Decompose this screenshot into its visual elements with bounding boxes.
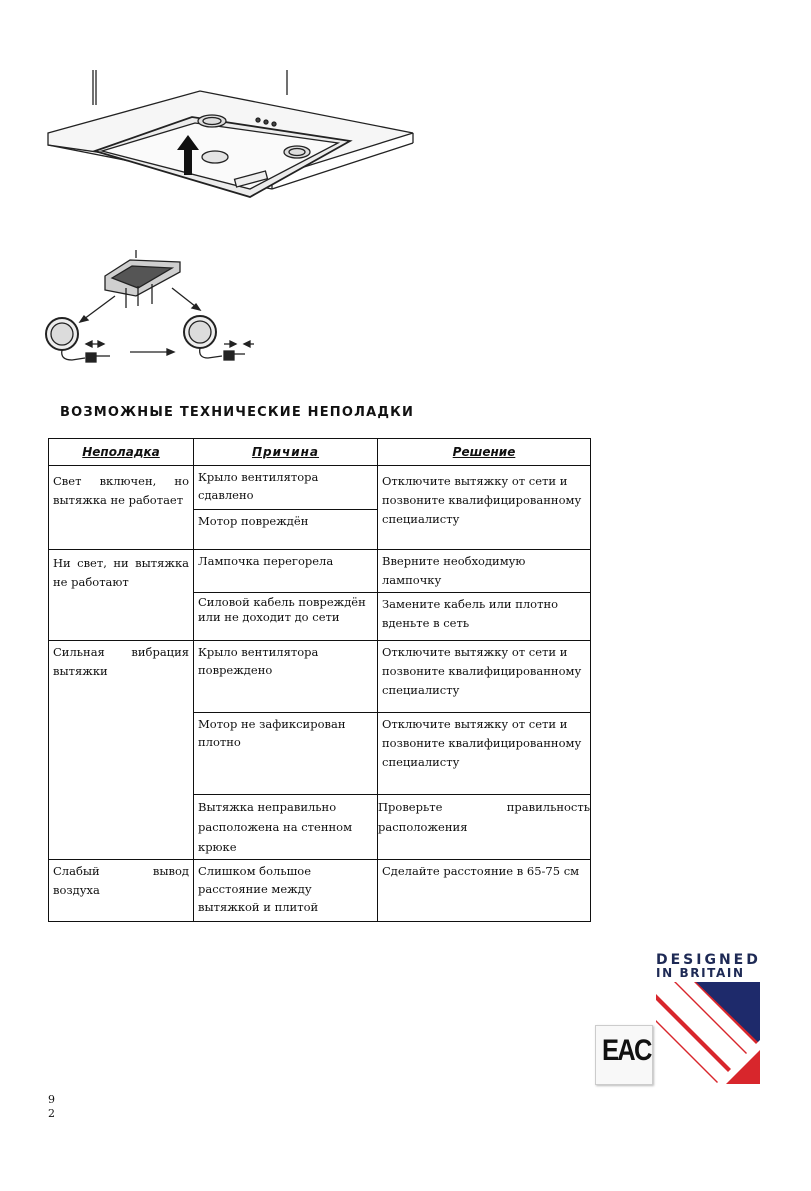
solution-cell: Вверните необходимую лампочку — [378, 550, 591, 593]
page-number-line2: 2 — [48, 1107, 55, 1120]
cause-cell: Силовой кабель повреждён или не доходит до сети — [194, 593, 378, 641]
cause-cell: Мотор повреждён — [194, 510, 378, 550]
logo-text-line2: IN BRITAIN — [656, 966, 745, 980]
solution-cell: Отключите вытяжку от сети и позвоните квалифицированному специалисту — [378, 641, 591, 713]
table-row — [49, 641, 591, 713]
solution-cell: Отключите вытяжку от сети и позвоните квалифицированному специалисту — [378, 466, 591, 550]
cause-cell: Вытяжка неправильно расположена на стенном крюке — [194, 795, 378, 860]
header-solution: Решение — [378, 439, 591, 466]
problem-cell: Слабый вывод воздуха — [49, 860, 194, 922]
hood-bottom-illustration — [40, 65, 420, 225]
cause-cell: Крыло вентилятора сдавлено — [194, 466, 378, 510]
solution-cell: Замените кабель или плотно вденьте в сеть — [378, 593, 591, 641]
problem-cell: Сильная вибрация вытяжки — [49, 641, 194, 860]
problem-cell: Ни свет, ни вытяжка не работают — [49, 550, 194, 641]
solution-cell: Сделайте расстояние в 65-75 см — [378, 860, 591, 922]
table-header-row — [49, 439, 591, 466]
solution-cell: Проверьте правильность расположения — [378, 795, 591, 860]
page-number-line1: 9 — [48, 1093, 55, 1106]
eac-text: EAC — [602, 1034, 651, 1067]
designed-in-britain-logo — [652, 952, 760, 1084]
table-row — [49, 466, 591, 510]
section-title: ВОЗМОЖНЫЕ ТЕХНИЧЕСКИЕ НЕПОЛАДКИ — [60, 405, 415, 420]
union-flag-arrow-icon — [656, 982, 760, 1084]
cause-cell: Лампочка перегорела — [194, 550, 378, 593]
header-problem: Неполадка — [49, 439, 194, 466]
header-cause: Причина — [194, 439, 378, 466]
cause-cell: Мотор не зафиксирован плотно — [194, 713, 378, 795]
table-row — [49, 860, 591, 922]
cause-cell: Слишком большое расстояние между вытяжкой и плитой — [194, 860, 378, 922]
troubleshooting-table — [48, 438, 591, 922]
logo-text-line1: DESIGNED — [656, 952, 761, 968]
lamp-replacement-illustration — [40, 248, 260, 373]
eac-certification-mark — [595, 1025, 653, 1085]
page-number — [48, 1093, 55, 1121]
cause-cell: Крыло вентилятора повреждено — [194, 641, 378, 713]
problem-cell: Свет включен, но вытяжка не работает — [49, 466, 194, 550]
table-row — [49, 550, 591, 593]
solution-cell: Отключите вытяжку от сети и позвоните квалифицированному специалисту — [378, 713, 591, 795]
